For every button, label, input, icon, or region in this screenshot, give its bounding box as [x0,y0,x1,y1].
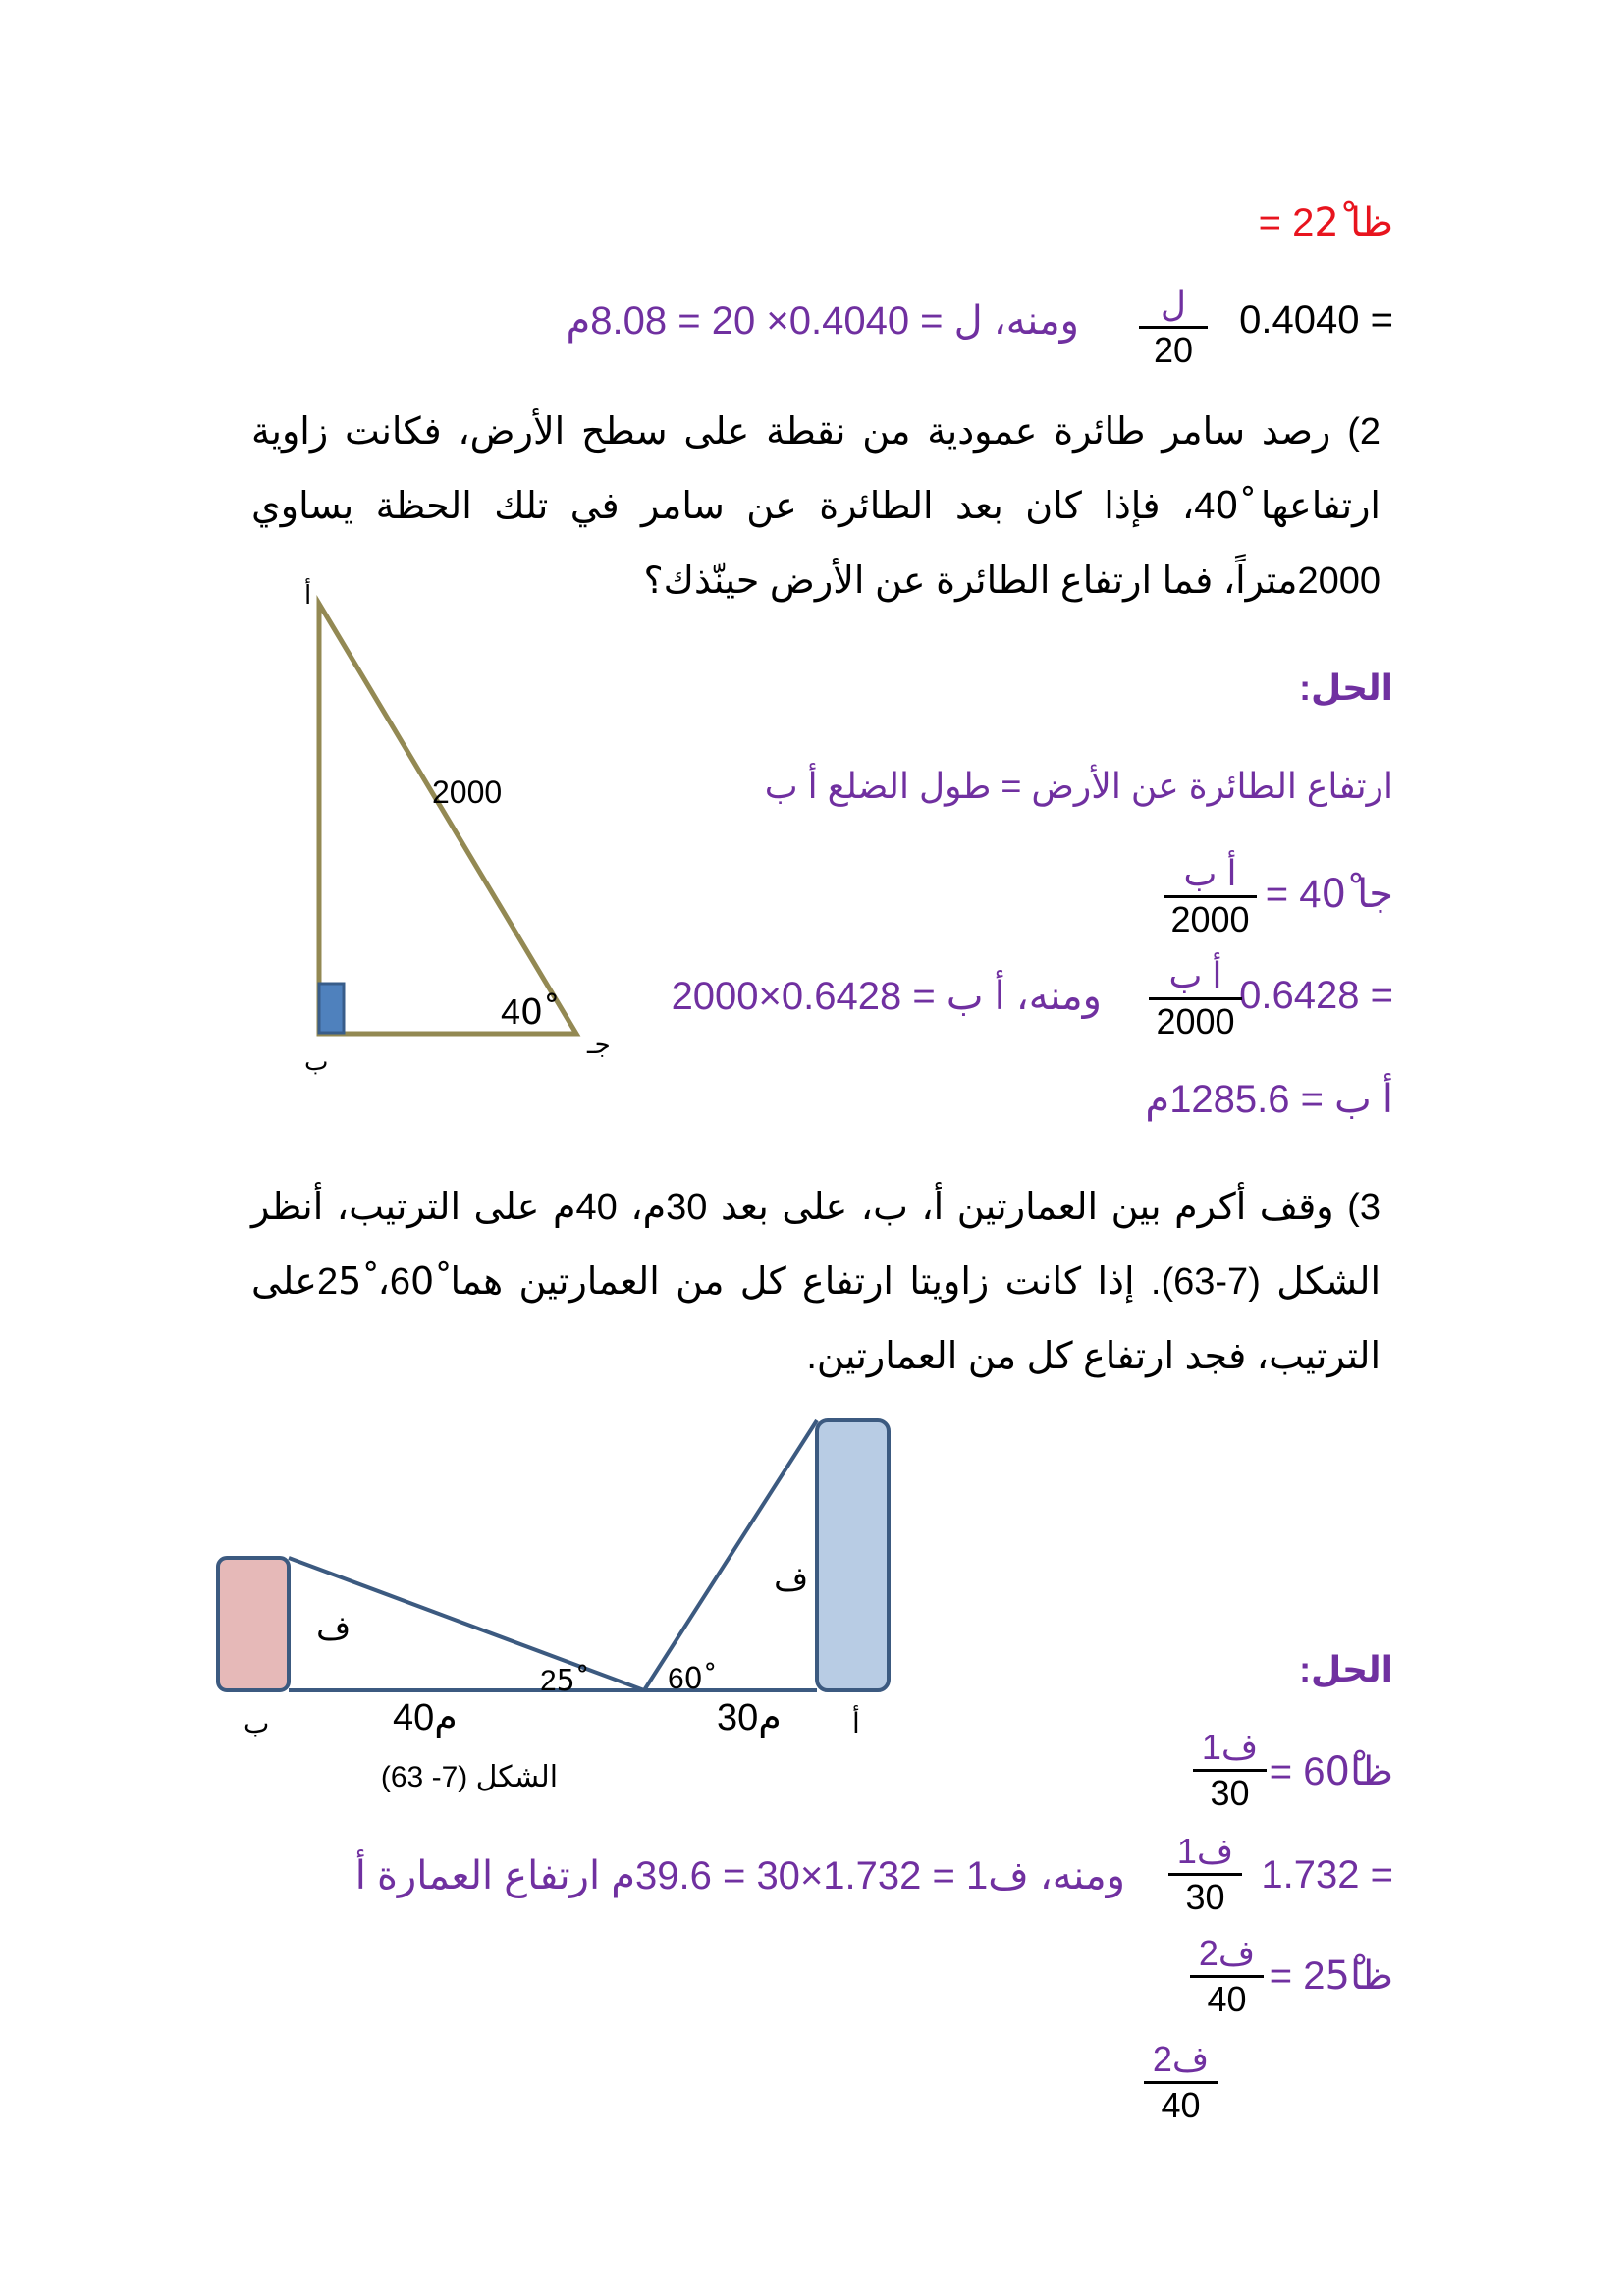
fraction-ab-2000-b: أ ب 2000 [1149,958,1242,1040]
fraction-f2-40-b: ف2 40 [1144,2042,1218,2123]
f-right-label: ف [774,1561,809,1598]
fraction-f2-40-a: ف2 40 [1190,1936,1264,2017]
final-ab: أ ب = 1285.6م [1145,1078,1393,1121]
sin40-line: جا 40ْ = [1265,873,1393,916]
fraction-ab-2000-a: أ ب 2000 [1164,856,1257,937]
height-definition: ارتفاع الطائرة عن الأرض = طول الضلع أ ب [764,766,1393,806]
solution-header-2: الحل: [1299,667,1393,708]
result-ab: ومنه، أ ب = 0.6428×2000 [671,975,1102,1018]
triangle-figure [285,574,638,1085]
label-a: أ [304,580,312,610]
result-l: ومنه، ل = 0.4040× 20 = 8.08م [566,299,1079,343]
label-b: ب [304,1046,329,1076]
result-f1: ومنه، ف1 = 1.732×30 = 39.6م ارتفاع العمارة أ [354,1854,1125,1897]
solution-header-3: الحل: [1299,1649,1393,1689]
angle-25-label: 25ْ [540,1665,575,1697]
building-b [218,1558,289,1690]
f-left-label: ف [316,1610,352,1647]
tan25-line: ظا25ْ = [1269,1954,1393,1998]
tan22-line: ظا 22ْ = [1258,201,1393,244]
eq-value-4040: 0.4040 = [1239,298,1393,342]
value-1732: 1.732 = [1261,1853,1393,1896]
hypotenuse-label: 2000 [432,774,503,810]
right-angle-marker [319,984,344,1033]
label-b-building: ب [244,1708,270,1738]
figure-caption: الشكل (7- 63) [380,1761,559,1793]
building-a [817,1420,889,1690]
fraction-f1-30-b: ف1 30 [1168,1834,1242,1915]
triangle-shape [319,604,576,1034]
label-a-building: أ [852,1708,860,1738]
tan60-line: ظا60ْ = [1269,1750,1393,1793]
fraction-f1-30-a: ف1 30 [1193,1730,1267,1811]
angle-label: 40ْ [501,991,543,1032]
problem-2-text: 2) رصد سامر طائرة عمودية من نقطة على سطح الأرض، فكانت زاوية ارتفاعها 40ْ، فإذا كان بعد الطائرة عن سامر في تلك الحظة يساوي 2000متراً، فما ارتفاع الطائرة عن الأرض حينّذك؟ [251,411,1380,602]
problem-3-text: 3) وقف أكرم بين العمارتين أ، ب، على بعد 30م، 40م على الترتيب، أنظر الشكل (7-63). إذا كانت زاويتا ارتفاع كل من العمارتين هما 60ْ، 25ْعلى الترتيب، فجد ارتفاع كل من العمارتين. [251,1187,1380,1377]
buildings-figure [206,1406,913,1808]
value-6428: 0.6428 = [1239,974,1393,1017]
dist-30-label: 30م [717,1697,782,1738]
line-to-building-a [644,1420,817,1690]
angle-60-label: 60ْ [668,1663,703,1695]
fraction-l-20: ل 20 [1139,287,1208,368]
dist-40-label: 40م [393,1697,458,1738]
label-c: جـ [587,1030,611,1059]
